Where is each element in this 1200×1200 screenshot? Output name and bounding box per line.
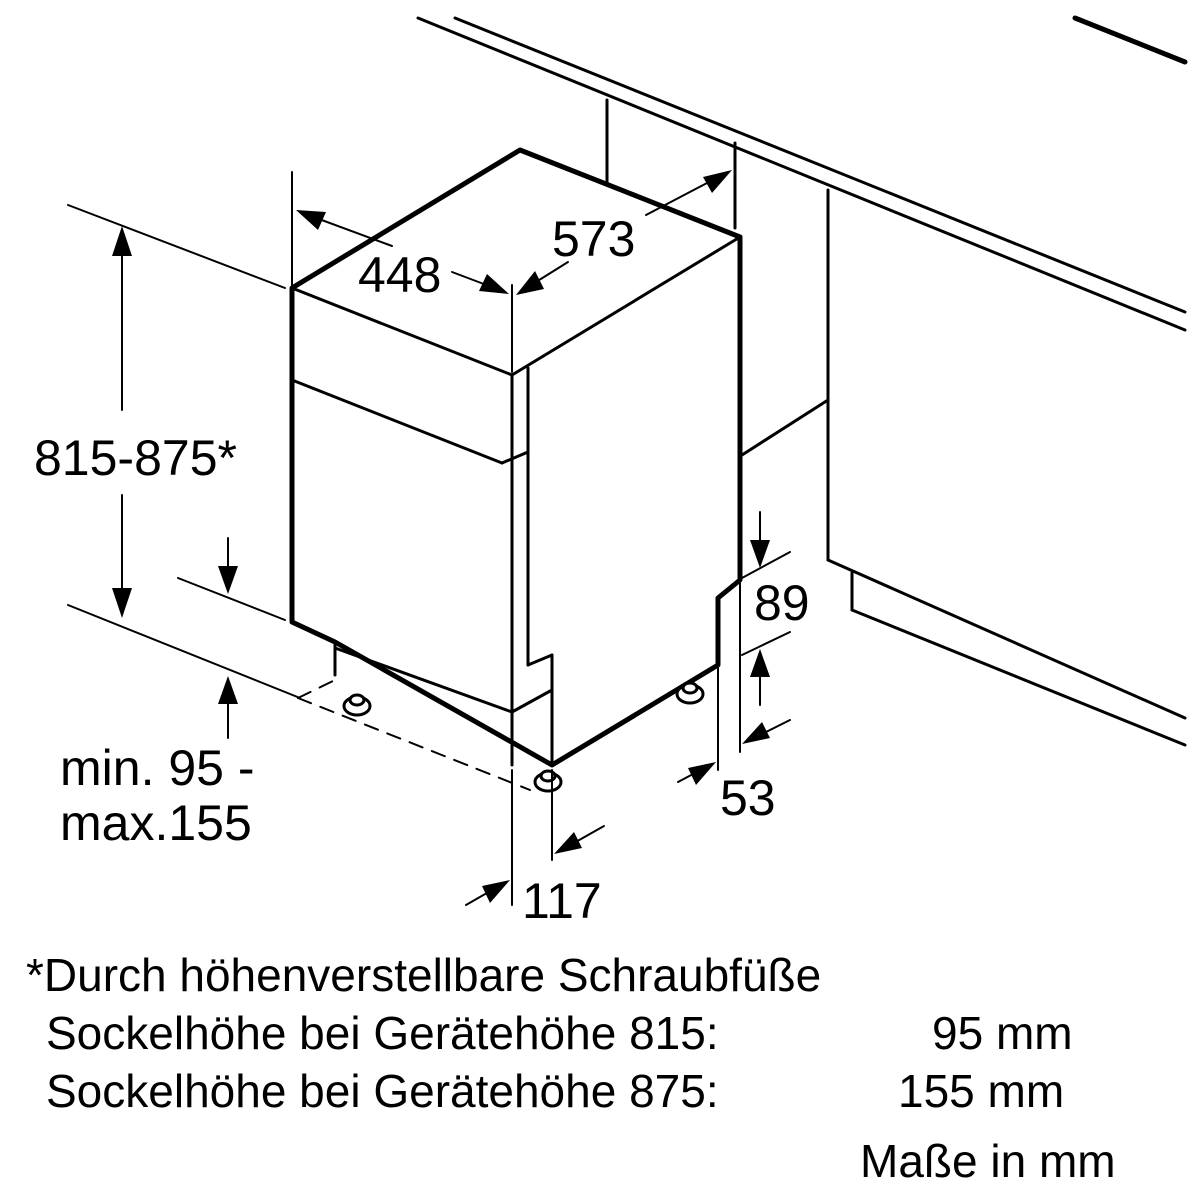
width-label: 448 bbox=[358, 247, 442, 303]
footnote-line2-value: 95 mm bbox=[932, 1007, 1073, 1059]
footnote-line1: *Durch höhenverstellbare Schraubfüße bbox=[26, 949, 822, 1001]
units-note: Maße in mm bbox=[860, 1135, 1116, 1187]
recess-side-label: 53 bbox=[720, 770, 776, 826]
footnote-line3-label: Sockelhöhe bei Gerätehöhe 875: bbox=[46, 1065, 719, 1117]
depth-label: 573 bbox=[552, 211, 636, 267]
dimension-height bbox=[34, 226, 237, 618]
dimension-recess-side bbox=[678, 720, 790, 826]
cabinet-niche bbox=[418, 18, 1185, 745]
recess-top-label: 89 bbox=[754, 575, 810, 631]
footnote-line2-label: Sockelhöhe bei Gerätehöhe 815: bbox=[46, 1007, 719, 1059]
plinth-label-line1: min. 95 - bbox=[60, 740, 255, 796]
height-label: 815-875* bbox=[34, 430, 237, 486]
dishwasher-body bbox=[292, 150, 740, 765]
foot-offset-label: 117 bbox=[522, 873, 602, 929]
footnote-line3-value: 155 mm bbox=[898, 1065, 1065, 1117]
dimension-plinth bbox=[60, 538, 255, 851]
dimension-recess-top bbox=[750, 512, 810, 705]
dimension-foot-offset bbox=[466, 826, 604, 929]
plinth-label-line2: max.155 bbox=[60, 795, 252, 851]
